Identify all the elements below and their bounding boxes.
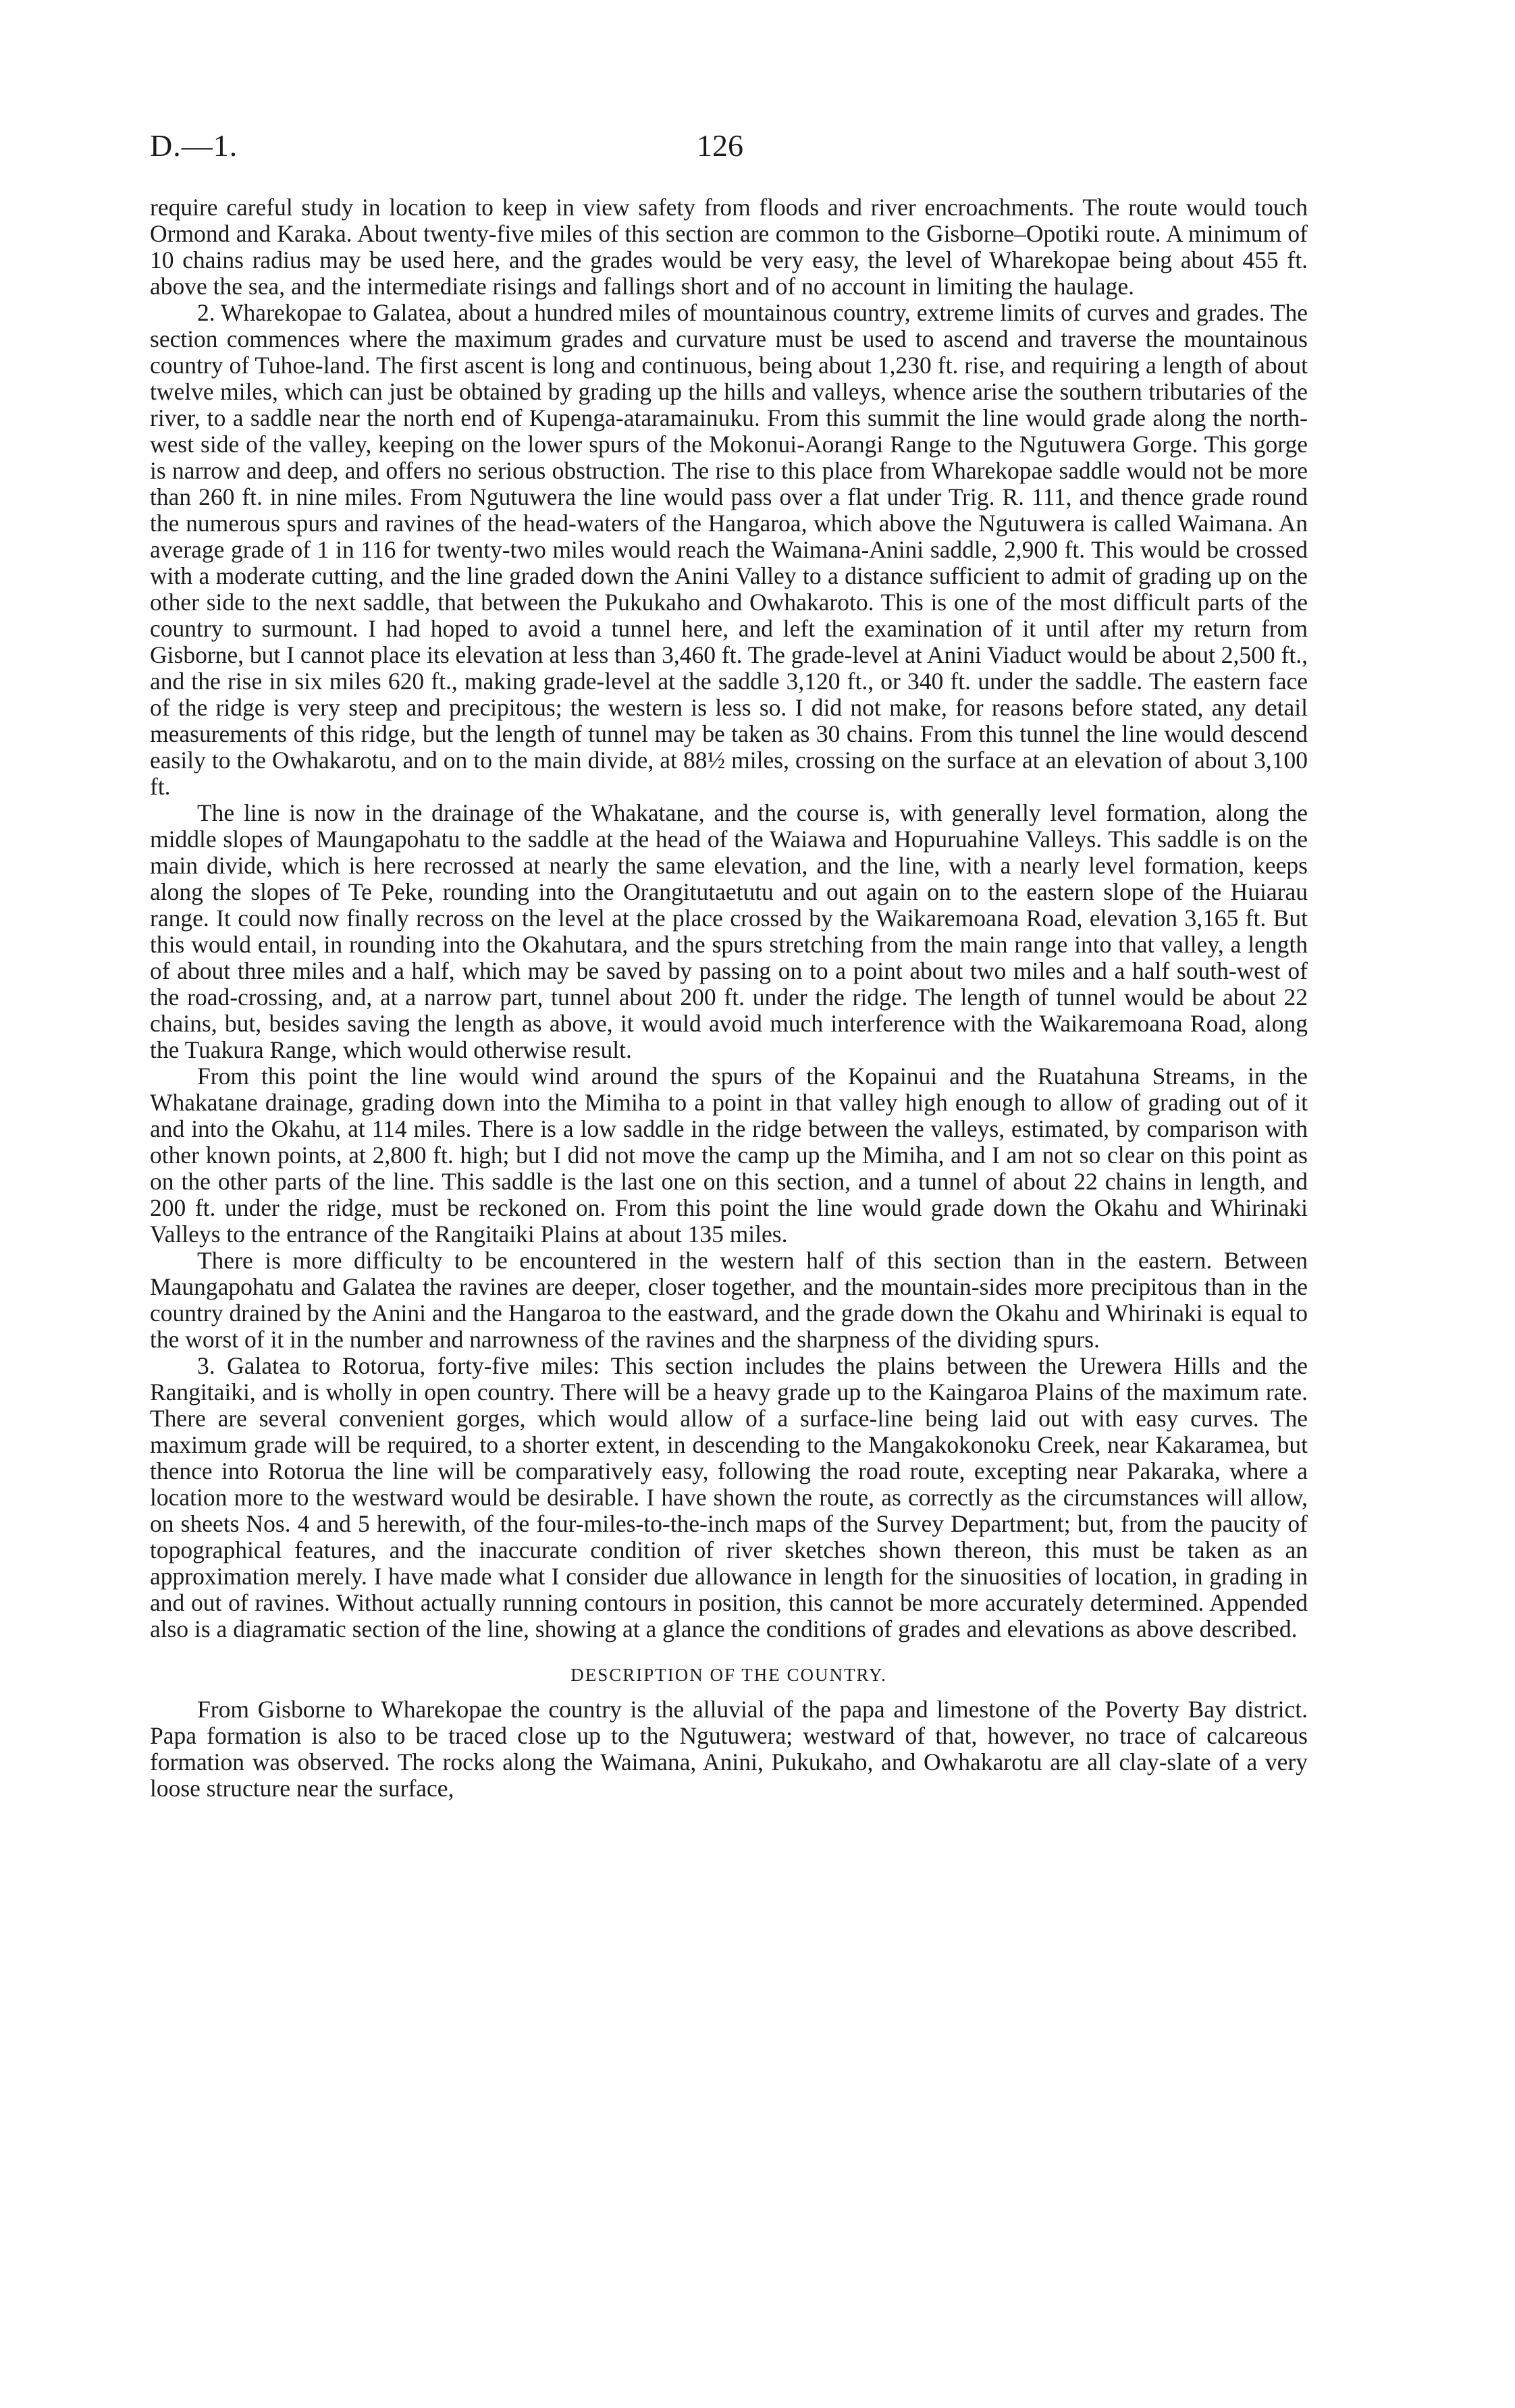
paragraph-description: From Gisborne to Wharekopae the country is the alluvial of the papa and limestone of the Poverty Bay district. Papa formation is also to be traced close up to the Ngutuwera; westward of that, however, no trace of calcareous formation was observed. The rocks along the Waimana, Anini, Pukukaho, and Owhakarotu are all clay-slate of a very loose structure near the surface, <box>150 1696 1308 1802</box>
body-text <box>150 194 1308 1802</box>
section-heading: DESCRIPTION OF THE COUNTRY. <box>570 1665 887 1685</box>
page-number: 126 <box>697 128 743 163</box>
paragraph-continuation: require careful study in location to keep in view safety from floods and river encroachments. The route would touch Ormond and Karaka. About twenty-five miles of this section are common to the Gisborne–Opotiki route. A minimum of 10 chains radius may be used here, and the grades would be very easy, the level of Wharekopae being about 455 ft. above the sea, and the intermediate risings and fallings short and of no account in limiting the haulage. <box>150 194 1308 300</box>
paragraph-western-half: There is more difficulty to be encountered in the western half of this section than in the eastern. Between Maungapohatu and Galatea the ravines are deeper, closer together, and the mountain-sides more precipitous than in the country drained by the Anini and the Hangaroa to the eastward, and the grade down the Okahu and Whirinaki is equal to the worst of it in the number and narrowness of the ravines and the sharpness of the dividing spurs. <box>150 1247 1308 1353</box>
document-reference: D.—1. <box>150 128 238 163</box>
paragraph-section-3: 3. Galatea to Rotorua, forty-five miles: This section includes the plains between the Urewera Hills and the Rangitaiki, and is wholly in open country. There will be a heavy grade up to the Kaingaroa Plains of the maximum rate. There are several convenient gorges, which would allow of a surface-line being laid out with easy curves. The maximum grade will be required, to a shorter extent, in descending to the Mangakokonoku Creek, near Kakaramea, but thence into Rotorua the line will be comparatively easy, following the road route, excepting near Pakaraka, where a location more to the westward would be desirable. I have shown the route, as correctly as the circumstances will allow, on sheets Nos. 4 and 5 herewith, of the four-miles-to-the-inch maps of the Survey Department; but, from the paucity of topographical features, and the inaccurate condition of river sketches shown thereon, this must be taken as an approximation merely. I have made what I consider due allowance in length for the sinuosities of location, in grading in and out of ravines. Without actually running contours in position, this cannot be more accurately determined. Appended also is a diagramatic section of the line, showing at a glance the conditions of grades and elevations as above described. <box>150 1352 1308 1642</box>
paragraph-section-2: 2. Wharekopae to Galatea, about a hundred miles of mountainous country, extreme limits of curves and grades. The section commences where the maximum grades and curvature must be used to ascend and traverse the mountainous country of Tuhoe-land. The first ascent is long and continuous, being about 1,230 ft. rise, and requiring a length of about twelve miles, which can just be obtained by grading up the hills and valleys, whence arise the southern tributaries of the river, to a saddle near the north end of Kupenga-ataramainuku. From this summit the line would grade along the north-west side of the valley, keeping on the lower spurs of the Mokonui-Aorangi Range to the Ngutuwera Gorge. This gorge is narrow and deep, and offers no serious obstruction. The rise to this place from Wharekopae saddle would not be more than 260 ft. in nine miles. From Ngutuwera the line would pass over a flat under Trig. R. 111, and thence grade round the numerous spurs and ravines of the head-waters of the Hangaroa, which above the Ngutuwera is called Waimana. An average grade of 1 in 116 for twenty-two miles would reach the Waimana-Anini saddle, 2,900 ft. This would be crossed with a moderate cutting, and the line graded down the Anini Valley to a distance sufficient to admit of grading up on the other side to the next saddle, that between the Pukukaho and Owhakaroto. This is one of the most difficult parts of the country to surmount. I had hoped to avoid a tunnel here, and left the examination of it until after my return from Gisborne, but I cannot place its elevation at less than 3,460 ft. The grade-level at Anini Viaduct would be about 2,500 ft., and the rise in six miles 620 ft., making grade-level at the saddle 3,120 ft., or 340 ft. under the saddle. The eastern face of the ridge is very steep and precipitous; the western is less so. I did not make, for reasons before stated, any detail measurements of this ridge, but the length of tunnel may be taken as 30 chains. From this tunnel the line would descend easily to the Owhakarotu, and on to the main divide, at 88½ miles, crossing on the surface at an elevation of about 3,100 ft. <box>150 299 1308 800</box>
paragraph-kopainui: From this point the line would wind around the spurs of the Kopainui and the Ruatahuna Streams, in the Whakatane drainage, grading down into the Mimiha to a point in that valley high enough to allow of grading out of it and into the Okahu, at 114 miles. There is a low saddle in the ridge between the valleys, estimated, by comparison with other known points, at 2,800 ft. high; but I did not move the camp up the Mimiha, and I am not so clear on this point as on the other parts of the line. This saddle is the last one on this section, and a tunnel of about 22 chains in length, and 200 ft. under the ridge, must be reckoned on. From this point the line would grade down the Okahu and Whirinaki Valleys to the entrance of the Rangitaiki Plains at about 135 miles. <box>150 1063 1308 1248</box>
page-header <box>150 126 1308 180</box>
paragraph-whakatane: The line is now in the drainage of the Whakatane, and the course is, with generally level formation, along the middle slopes of Maungapohatu to the saddle at the head of the Waiawa and Hopuruahine Valleys. This saddle is on the main divide, which is here recrossed at nearly the same elevation, and the line, with a nearly level formation, keeps along the slopes of Te Peke, rounding into the Orangitutaetutu and out again on to the eastern slope of the Huiarau range. It could now finally recross on the level at the place crossed by the Waikaremoana Road, elevation 3,165 ft. But this would entail, in rounding into the Okahutara, and the spurs stretching from the main range into that valley, a length of about three miles and a half, which may be saved by passing on to a point about two miles and a half south-west of the road-crossing, and, at a narrow part, tunnel about 200 ft. under the ridge. The length of tunnel would be about 22 chains, but, besides saving the length as above, it would avoid much interference with the Waikaremoana Road, along the Tuakura Range, which would otherwise result. <box>150 799 1308 1063</box>
